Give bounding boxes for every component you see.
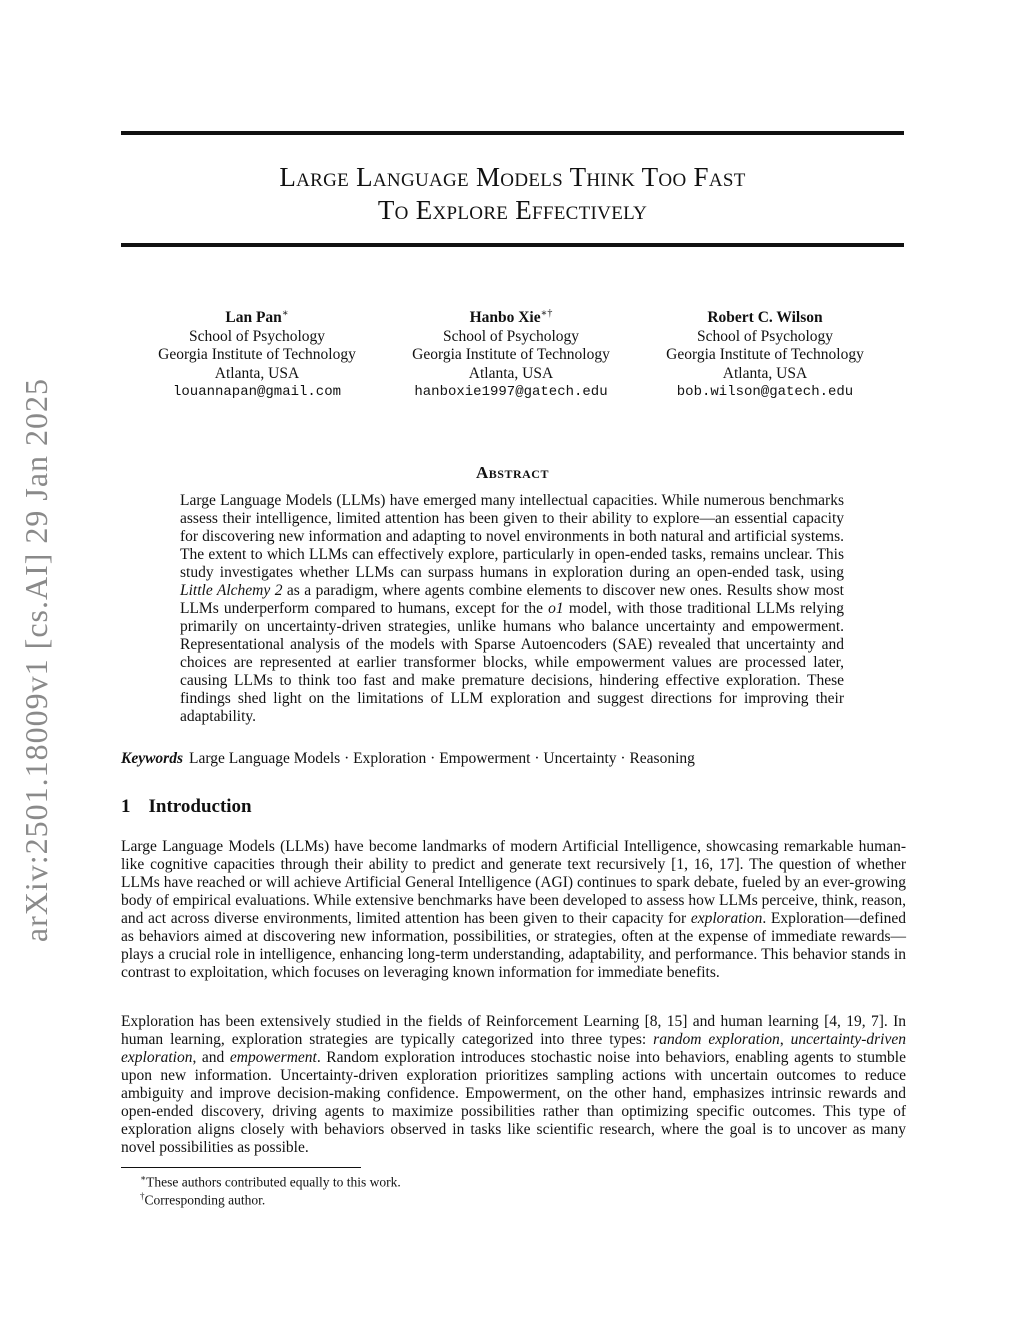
author-block	[645, 305, 885, 402]
author-email[interactable]: bob.wilson@gatech.edu	[676, 384, 854, 401]
game-name: Little Alchemy 2	[180, 582, 283, 599]
keywords	[121, 750, 695, 768]
author-location: Atlanta, USA	[214, 364, 300, 382]
arxiv-stamp: arXiv:2501.18009v1 [cs.AI] 29 Jan 2025	[18, 377, 54, 943]
section-number: 1	[121, 796, 131, 817]
author-institution: Georgia Institute of Technology	[158, 346, 356, 364]
author-email[interactable]: hanboxie1997@gatech.edu	[414, 384, 608, 401]
title-bottom-rule	[121, 243, 904, 247]
paper-title	[121, 161, 904, 227]
author-dept: School of Psychology	[188, 327, 326, 345]
author-name: Lan Pan∗	[225, 308, 289, 327]
abstract-body: Large Language Models (LLMs) have emerged many intellectual capacities. While numerous benchmarks assess their intelligence, limited attention has been given to their ability to explore—an essential capacity for discovering new information and adapting to novel environments in both natural and artificial systems. The extent to which LLMs can effectively explore, particularly in open-ended tasks, remains unclear. This study investigates whether LLMs can surpass humans in exploration during an open-ended task, using Little Alchemy 2 as a paradigm, where agents combine elements to discover new ones. Results show most LLMs underperform compared to humans, except for the o1 model, with those traditional LLMs relying primarily on uncertainty-driven strategies, unlike humans who balance uncertainty and empowerment. Representational analysis of the models with Sparse Autoencoders (SAE) revealed that uncertainty and choices are represented at earlier transformer blocks, while empowerment values are processed later, causing LLMs to think too fast and make premature decisions, hindering effective exploration. These findings shed light on the limitations of LLM exploration and suggest directions for improving their adaptability.	[180, 492, 844, 725]
author-dept: School of Psychology	[442, 327, 580, 345]
title-top-rule	[121, 131, 904, 135]
intro-paragraph-1: Large Language Models (LLMs) have become landmarks of modern Artificial Intelligence, showcasing remarkable human-like cognitive capacities through their ability to predict and generate text recursively [1, 16, 17]. The question of whether LLMs have reached or will achieve Artificial General Intelligence (AGI) continues to spark debate, fueled by an ever-growing body of empirical evaluations. While extensive benchmarks have been developed to assess how LLMs perceive, think, reason, and act across diverse environments, limited attention has been given to their capacity for exploration. Exploration—defined as behaviors aimed at discovering new information, possibilities, or strategies, often at the expense of immediate rewards—plays a crucial role in intelligence, enhancing long-term understanding, adaptability, and performance. This behavior stands in contrast to exploitation, which focuses on leveraging known information for immediate benefits.	[121, 838, 907, 981]
author-dept: School of Psychology	[696, 327, 834, 345]
footnote-rule	[121, 1167, 361, 1168]
keywords-list: Large Language Models · Exploration · Empowerment · Uncertainty · Reasoning	[189, 750, 695, 767]
author-institution: Georgia Institute of Technology	[666, 346, 864, 364]
arxiv-stamp-container	[6, 375, 76, 945]
author-mark: ∗	[281, 308, 289, 319]
intro-paragraph-2: Exploration has been extensively studied in the fields of Reinforcement Learning [8, 15] and human learning [4, 19, 7]. In human learning, exploration strategies are typically categorized into three types: random exploration, uncertainty-driven exploration, and empowerment. Random exploration introduces stochastic noise into behaviors, enabling agents to stumble upon new information. Uncertainty-driven exploration prioritizes sampling actions with uncertain outcomes to reduce ambiguity and improve decision-making confidence. Empowerment, on the other hand, emphasizes intrinsic rewards and open-ended discovery, driving agents to maximize possibilities rather than optimizing specific outcomes. This type of exploration aligns closely with behaviors observed in tasks like scientific research, where the goal is to uncover as many novel possibilities as possible.	[121, 1013, 906, 1156]
footnote: †Corresponding author.	[140, 1191, 266, 1208]
author-block	[391, 305, 631, 402]
author-name: Hanbo Xie∗†	[469, 308, 553, 327]
section-heading	[121, 796, 252, 818]
author-institution: Georgia Institute of Technology	[412, 346, 610, 364]
author-block	[137, 305, 377, 402]
author-email[interactable]: louannapan@gmail.com	[172, 384, 342, 401]
author-location: Atlanta, USA	[468, 364, 554, 382]
footnote: ∗These authors contributed equally to this work.	[140, 1173, 401, 1190]
author-location: Atlanta, USA	[722, 364, 808, 382]
section-title: Introduction	[148, 796, 252, 817]
author-mark: ∗†	[540, 308, 553, 319]
abstract-heading: Abstract	[476, 463, 549, 482]
title-line-2: To Explore Effectively	[377, 195, 648, 225]
keywords-label: Keywords	[121, 750, 183, 767]
model-name: o1	[548, 600, 564, 617]
author-name: Robert C. Wilson	[707, 309, 823, 327]
title-line-1: Large Language Models Think Too Fast	[279, 162, 746, 192]
